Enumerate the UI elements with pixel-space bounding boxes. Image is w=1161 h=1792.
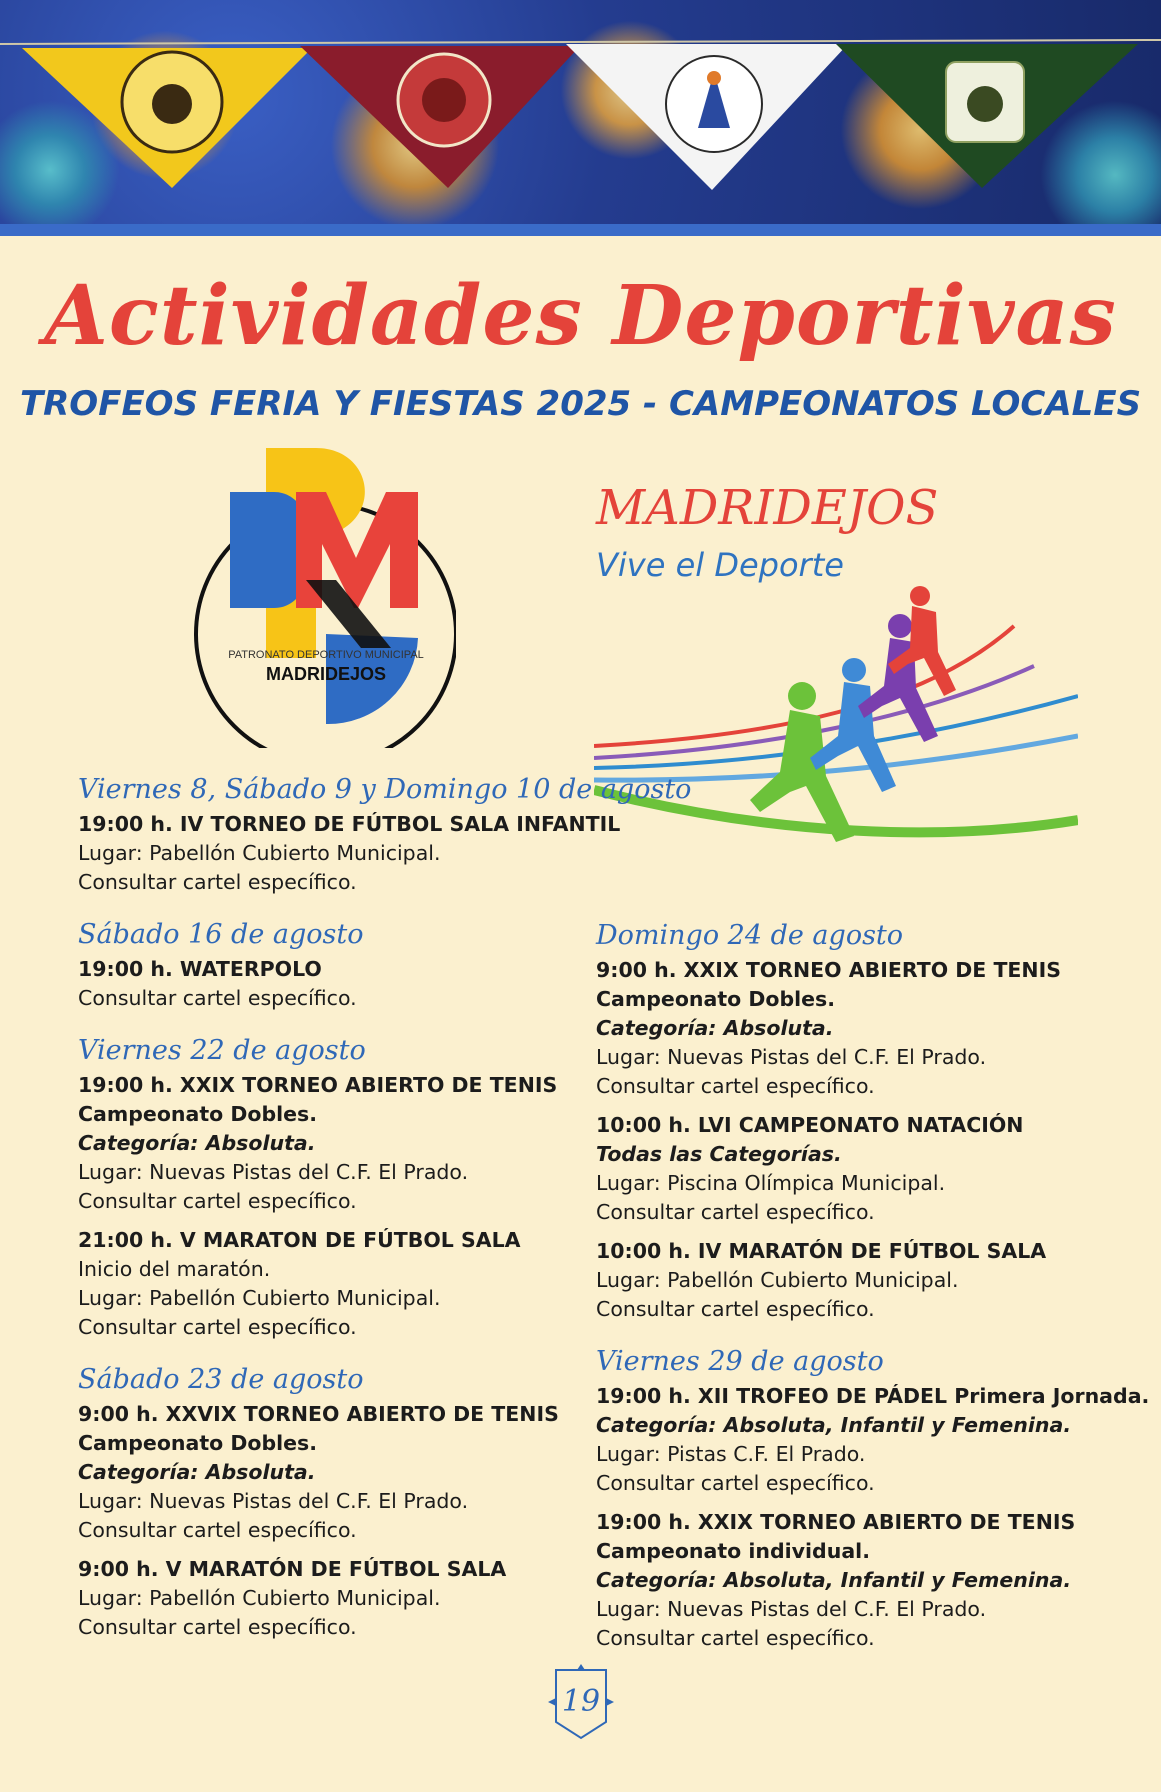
event-line: Lugar: Pabellón Cubierto Municipal. (596, 1268, 959, 1292)
day-block (78, 1362, 578, 1642)
day-block (596, 918, 1096, 1324)
event-line: Consultar cartel específico. (78, 1315, 357, 1339)
event-line: Todas las Categorías. (596, 1142, 842, 1166)
page-subtitle: TROFEOS FERIA Y FIESTAS 2025 - CAMPEONATOS LOCALES (19, 384, 1142, 424)
event (78, 810, 621, 897)
day-block (78, 917, 578, 1013)
event-line: 9:00 h. XXIX TORNEO ABIERTO DE TENIS (596, 958, 1061, 982)
event-line: Categoría: Absoluta, Infantil y Femenina. (596, 1413, 1072, 1437)
event-line: 9:00 h. XXVIX TORNEO ABIERTO DE TENIS (78, 1402, 559, 1426)
event (596, 1111, 1096, 1227)
day-heading: Viernes 29 de agosto (596, 1346, 884, 1377)
event-line: Consultar cartel específico. (78, 870, 357, 894)
event (596, 956, 1096, 1101)
event-line: Consultar cartel específico. (596, 1297, 875, 1321)
pennant-flags (0, 0, 1161, 236)
event-line: Consultar cartel específico. (78, 1615, 357, 1639)
fireworks-banner (0, 0, 1161, 236)
event (78, 1226, 578, 1342)
event-line: 10:00 h. IV MARATÓN DE FÚTBOL SALA (596, 1239, 1047, 1263)
event-line: Consultar cartel específico. (596, 1200, 875, 1224)
event-line: Lugar: Pabellón Cubierto Municipal. (78, 1586, 441, 1610)
event-line: 10:00 h. LVI CAMPEONATO NATACIÓN (596, 1113, 1024, 1137)
event-line: Consultar cartel específico. (596, 1626, 875, 1650)
event-line: Inicio del maratón. (78, 1257, 271, 1281)
schedule-left-column (78, 772, 692, 1662)
slogan: Vive el Deporte (596, 546, 844, 584)
event-line: Categoría: Absoluta. (596, 1016, 834, 1040)
event-line: Lugar: Nuevas Pistas del C.F. El Prado. (78, 1489, 469, 1513)
event-line: 21:00 h. V MARATON DE FÚTBOL SALA (78, 1228, 521, 1252)
event (596, 1508, 1096, 1653)
event-line: 19:00 h. XII TROFEO DE PÁDEL Primera Jornada. (596, 1384, 1150, 1408)
event-line: Lugar: Nuevas Pistas del C.F. El Prado. (596, 1597, 987, 1621)
event (78, 955, 578, 1013)
day-heading: Viernes 8, Sábado 9 y Domingo 10 de agosto (78, 774, 692, 805)
event-line: Categoría: Absoluta. (78, 1460, 316, 1484)
event (596, 1237, 1096, 1324)
event (78, 1555, 578, 1642)
schedule-right-column (596, 918, 1150, 1673)
day-heading: Viernes 22 de agosto (78, 1035, 366, 1066)
banner-stripe (0, 224, 1161, 236)
logo-line2: MADRIDEJOS (265, 664, 387, 684)
event-line: Consultar cartel específico. (78, 986, 357, 1010)
event-line: Lugar: Pistas C.F. El Prado. (596, 1442, 866, 1466)
runners-illustration (594, 586, 1078, 876)
event-line: 19:00 h. XXIX TORNEO ABIERTO DE TENIS (78, 1073, 558, 1097)
event-line: Consultar cartel específico. (78, 1189, 357, 1213)
day-heading: Sábado 23 de agosto (78, 1364, 364, 1395)
logo-line1: PATRONATO DEPORTIVO MUNICIPAL (228, 649, 424, 661)
day-block (78, 1033, 578, 1342)
event-line: Categoría: Absoluta, Infantil y Femenina. (596, 1568, 1072, 1592)
event-line: Campeonato individual. (596, 1539, 870, 1563)
pdm-logo (186, 448, 456, 748)
town-name: MADRIDEJOS (596, 480, 939, 536)
event (596, 1382, 1150, 1498)
day-block (596, 1344, 1150, 1653)
event-line: Lugar: Pabellón Cubierto Municipal. (78, 841, 441, 865)
event-line: 9:00 h. V MARATÓN DE FÚTBOL SALA (78, 1557, 507, 1581)
event-line: Campeonato Dobles. (78, 1431, 318, 1455)
day-block (78, 772, 692, 897)
event-line: Lugar: Piscina Olímpica Municipal. (596, 1171, 946, 1195)
event-line: Campeonato Dobles. (78, 1102, 318, 1126)
event-line: Consultar cartel específico. (596, 1471, 875, 1495)
day-heading: Domingo 24 de agosto (596, 920, 904, 951)
event-line: 19:00 h. XXIX TORNEO ABIERTO DE TENIS (596, 1510, 1076, 1534)
event-line: Campeonato Dobles. (596, 987, 836, 1011)
event-line: Lugar: Nuevas Pistas del C.F. El Prado. (78, 1160, 469, 1184)
event-line: Consultar cartel específico. (78, 1518, 357, 1542)
event (78, 1400, 578, 1545)
page-title: Actividades Deportivas (44, 268, 1117, 364)
event-line: Categoría: Absoluta. (78, 1131, 316, 1155)
page-number: 19 (561, 1684, 601, 1719)
day-heading: Sábado 16 de agosto (78, 919, 364, 950)
event-line: Lugar: Pabellón Cubierto Municipal. (78, 1286, 441, 1310)
event-line: Lugar: Nuevas Pistas del C.F. El Prado. (596, 1045, 987, 1069)
event-line: 19:00 h. WATERPOLO (78, 957, 322, 981)
event-line: Consultar cartel específico. (596, 1074, 875, 1098)
event (78, 1071, 578, 1216)
event-line: 19:00 h. IV TORNEO DE FÚTBOL SALA INFANTIL (78, 812, 621, 836)
